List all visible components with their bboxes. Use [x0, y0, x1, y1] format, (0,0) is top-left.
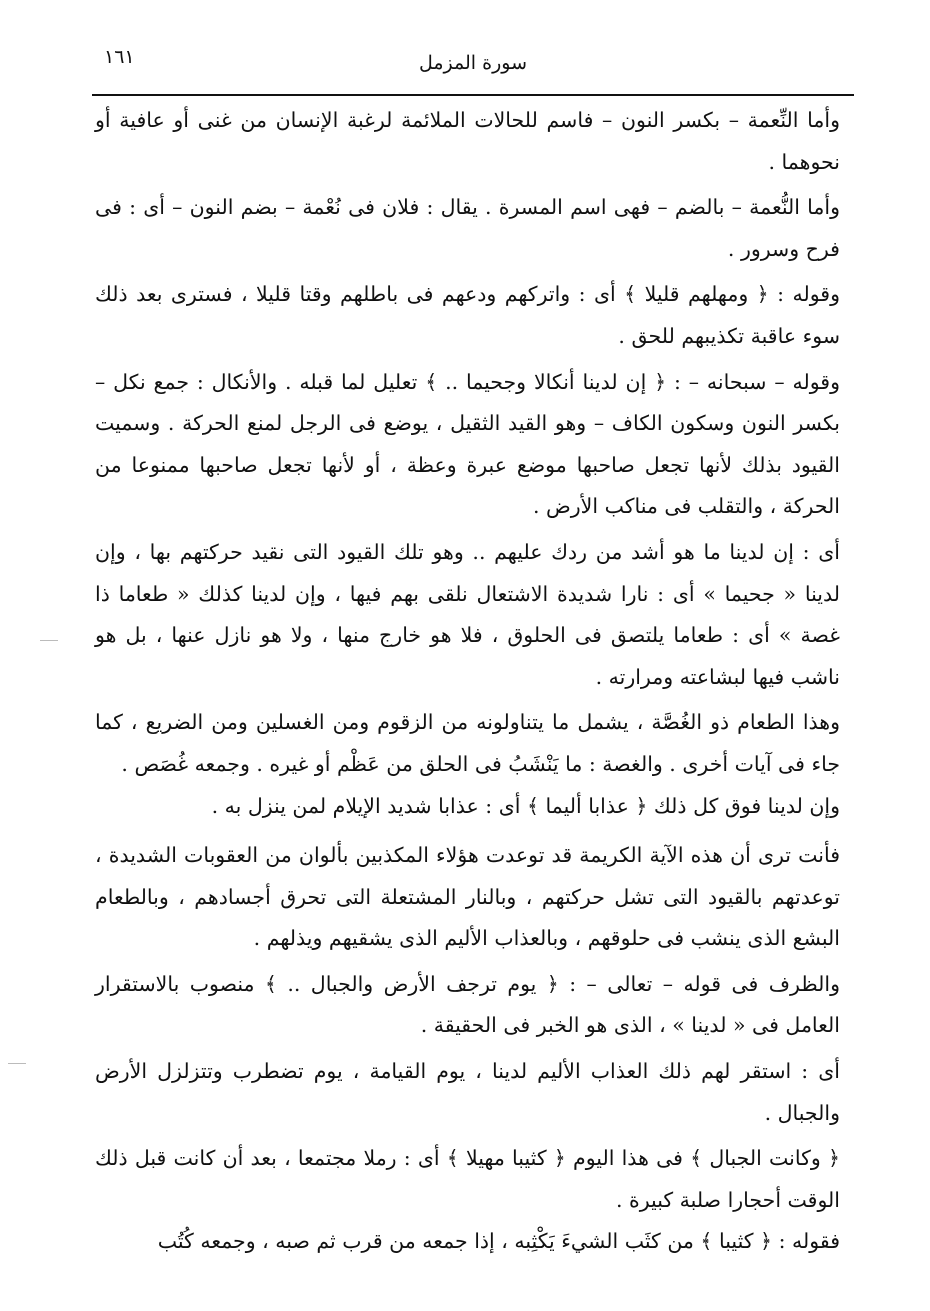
page-header [92, 40, 854, 92]
paragraph-3: وقوله : ﴿ ومهلهم قليلا ﴾ أى : واتركهم ودعهم فى باطلهم وقتا قليلا ، فسترى بعد ذلك سوء عاقبة تكذيبهم للحق . [95, 282, 840, 348]
paragraph-7: وإن لدينا فوق كل ذلك ﴿ عذابا أليما ﴾ أى : عذابا شديد الإيلام لمن ينزل به . [211, 793, 840, 818]
page-number: ١٦١ [104, 46, 135, 68]
running-title: سورة المزمل [418, 52, 527, 74]
paragraph-2: وأما النُّعمة – بالضم – فهى اسم المسرة . يقال : فلان فى نُعْمة – بضم النون – أى : فى فرح وسرور . [95, 195, 840, 261]
paragraph-1: وأما النِّعمة – بكسر النون – فاسم للحالات الملائمة لرغبة الإنسان من غنى أو عافية أو نحوهما . [95, 108, 840, 174]
paragraph-6: وهذا الطعام ذو الغُصَّة ، يشمل ما يتناولونه من الزقوم ومن الغسلين ومن الضريع ، كما جاء فى آيات أخرى . والغصة : ما يَنْشَبُ فى الحلق من عَظْم أو غيره . وجمعه غُصَص . [95, 710, 840, 776]
paragraph-8: فأنت ترى أن هذه الآية الكريمة قد توعدت هؤلاء المكذبين بألوان من العقوبات الشديدة ، توعدتهم بالقيود التى تشل حركتهم ، وبالنار المشتعلة التى تحرق أجسادهم ، وبالطعام البشع الذى ينشب فى حلوقهم ، وبالعذاب الأليم الذى يشقيهم ويذلهم . [95, 843, 840, 951]
paragraph-11: ﴿ وكانت الجبال ﴾ فى هذا اليوم ﴿ كثيبا مهيلا ﴾ أى : رملا مجتمعا ، بعد أن كانت قبل ذلك الوقت أحجارا صلبة كبيرة . [95, 1146, 840, 1212]
paragraph-5: أى : إن لدينا ما هو أشد من ردك عليهم .. وهو تلك القيود التى نقيد حركتهم بها ، وإن لدينا « جحيما » أى : نارا شديدة الاشتعال نلقى بهم فيها ، وإن لدينا كذلك « طعاما ذا غصة » أى : طعاما يلتصق فى الحلوق ، فلا هو خارج منها ، ولا هو نازل عنها ، بل هو ناشب فيها لبشاعته ومرارته . [95, 539, 840, 689]
margin-scan-mark [8, 1063, 26, 1064]
margin-scan-mark [40, 640, 58, 641]
paragraph-4: وقوله – سبحانه – : ﴿ إن لدينا أنكالا وجحيما .. ﴾ تعليل لما قبله . والأنكال : جمع نكل – بكسر النون وسكون الكاف – وهو القيد الثقيل ، يوضع فى الرجل لمنع الحركة . وسميت القيود بذلك لأنها تجعل صاحبها موضع عبرة وعظة ، أو لأنها تجعل صاحبها ممنوعا من الحركة ، والتقلب فى مناكب الأرض . [95, 369, 840, 519]
paragraph-10: أى : استقر لهم ذلك العذاب الأليم لدينا ، يوم القيامة ، يوم تضطرب وتتزلزل الأرض والجبال . [95, 1059, 840, 1125]
header-rule [92, 94, 854, 96]
paragraph-9: والظرف فى قوله – تعالى – : ﴿ يوم ترجف الأرض والجبال .. ﴾ منصوب بالاستقرار العامل فى « لدينا » ، الذى هو الخبر فى الحقيقة . [95, 971, 840, 1038]
paragraph-12: فقوله : ﴿ كثيبا ﴾ من كثَب الشيءَ يَكْثِبه ، إذا جمعه من قرب ثم صبه ، وجمعه كُتُب [157, 1229, 840, 1254]
page-body [95, 100, 840, 1263]
